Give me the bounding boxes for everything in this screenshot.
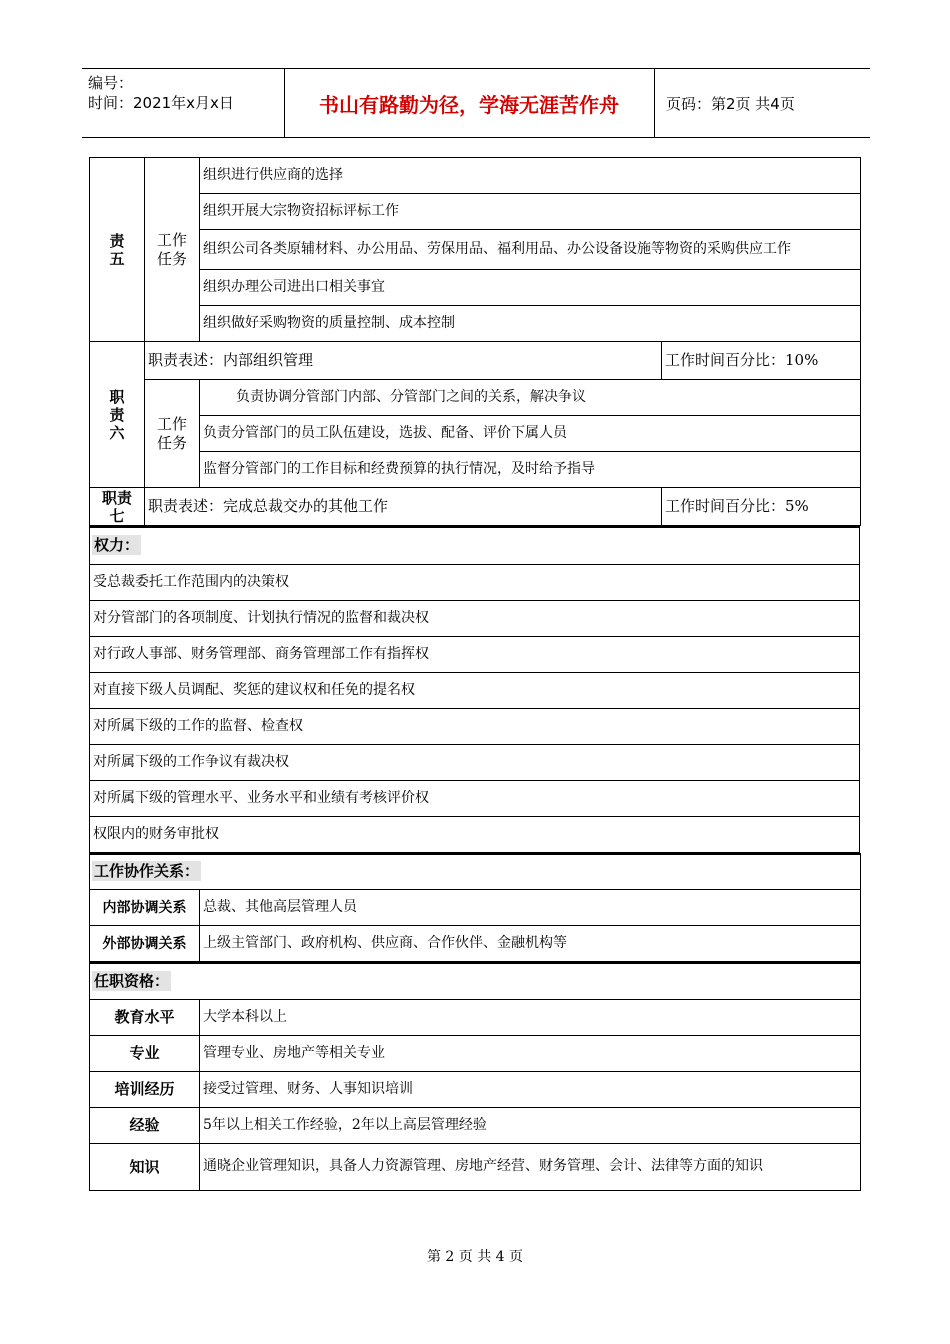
- authority-item: 对直接下级人员调配、奖惩的建议权和任免的提名权: [90, 672, 860, 708]
- duty5-task: 组织办理公司进出口相关事宜: [200, 270, 861, 306]
- qualification-heading: [90, 963, 861, 999]
- authority-item: 对所属下级的工作争议有裁决权: [90, 744, 860, 780]
- qualification-value: 通晓企业管理知识，具备人力资源管理、房地产经营、财务管理、会计、法律等方面的知识: [200, 1143, 861, 1190]
- document-number-label: 编号：: [88, 74, 134, 92]
- authority-item: 对所属下级的工作的监督、检查权: [90, 708, 860, 744]
- duty5-task: 组织开展大宗物资招标评标工作: [200, 194, 861, 230]
- duty5-task: 组织进行供应商的选择: [200, 158, 861, 194]
- qualification-label: 知识: [90, 1143, 200, 1190]
- duty5-task: 组织做好采购物资的质量控制、成本控制: [200, 306, 861, 342]
- qualification-value: 5年以上相关工作经验，2年以上高层管理经验: [200, 1107, 861, 1143]
- duty6-task: 监督分管部门的工作目标和经费预算的执行情况，及时给予指导: [200, 452, 861, 488]
- header-page-info: 页码：第2页 共4页: [666, 94, 795, 113]
- authority-table: [89, 526, 860, 853]
- qualification-table: [89, 962, 861, 1191]
- qualification-label: 专业: [90, 1035, 200, 1071]
- duty6-title: 职 责 六: [90, 342, 145, 488]
- authority-heading-text: 权力：: [94, 536, 140, 555]
- duty7-title: 职责 七: [90, 488, 145, 526]
- authority-heading: [90, 527, 860, 564]
- qualification-label: 培训经历: [90, 1071, 200, 1107]
- duty5-task-label: 工作 任务: [145, 158, 200, 342]
- internal-relation-value: 总裁、其他高层管理人员: [200, 890, 861, 926]
- duty5-title: 责 五: [90, 158, 145, 342]
- duty7-time-percent: 工作时间百分比：5%: [662, 488, 861, 526]
- header-divider: [654, 69, 655, 137]
- job-description-table: [89, 157, 860, 1191]
- authority-item: 对所属下级的管理水平、业务水平和业绩有考核评价权: [90, 780, 860, 816]
- duty6-task: 负责分管部门的员工队伍建设，选拔、配备、评价下属人员: [200, 416, 861, 452]
- authority-item: 对分管部门的各项制度、计划执行情况的监督和裁决权: [90, 600, 860, 636]
- qualification-label: 经验: [90, 1107, 200, 1143]
- external-relation-label: 外部协调关系: [90, 926, 200, 962]
- qualification-value: 管理专业、房地产等相关专业: [200, 1035, 861, 1071]
- cooperation-heading-text: 工作协作关系：: [94, 862, 200, 881]
- duty7-description: 职责表述：完成总裁交办的其他工作: [145, 488, 662, 526]
- page-footer: 第 2 页 共 4 页: [426, 1249, 524, 1265]
- authority-item: 对行政人事部、财务管理部、商务管理部工作有指挥权: [90, 636, 860, 672]
- cooperation-table: [89, 853, 861, 963]
- duty6-time-percent: 工作时间百分比：10%: [662, 342, 861, 380]
- header-left: [88, 73, 234, 113]
- duty5-task: 组织公司各类原辅材料、办公用品、劳保用品、福利用品、办公设备设施等物资的采购供应工作: [200, 230, 861, 270]
- authority-item: 受总裁委托工作范围内的决策权: [90, 564, 860, 600]
- internal-relation-label: 内部协调关系: [90, 890, 200, 926]
- header-slogan: 书山有路勤为径，学海无涯苦作舟: [319, 92, 619, 117]
- duty6-task: 负责协调分管部门内部、分管部门之间的关系，解决争议: [200, 380, 861, 416]
- cooperation-heading: [90, 854, 861, 890]
- external-relation-value: 上级主管部门、政府机构、供应商、合作伙伴、金融机构等: [200, 926, 861, 962]
- authority-item: 权限内的财务审批权: [90, 816, 860, 852]
- qualification-value: 大学本科以上: [200, 999, 861, 1035]
- page-header: [82, 68, 870, 138]
- qualification-label: 教育水平: [90, 999, 200, 1035]
- duty6-task-label: 工作 任务: [145, 380, 200, 488]
- duty6-description: 职责表述：内部组织管理: [145, 342, 662, 380]
- document-date: 时间：2021年x月x日: [88, 94, 234, 112]
- duties-table: [89, 157, 861, 526]
- qualification-value: 接受过管理、财务、人事知识培训: [200, 1071, 861, 1107]
- qualification-heading-text: 任职资格：: [94, 971, 170, 990]
